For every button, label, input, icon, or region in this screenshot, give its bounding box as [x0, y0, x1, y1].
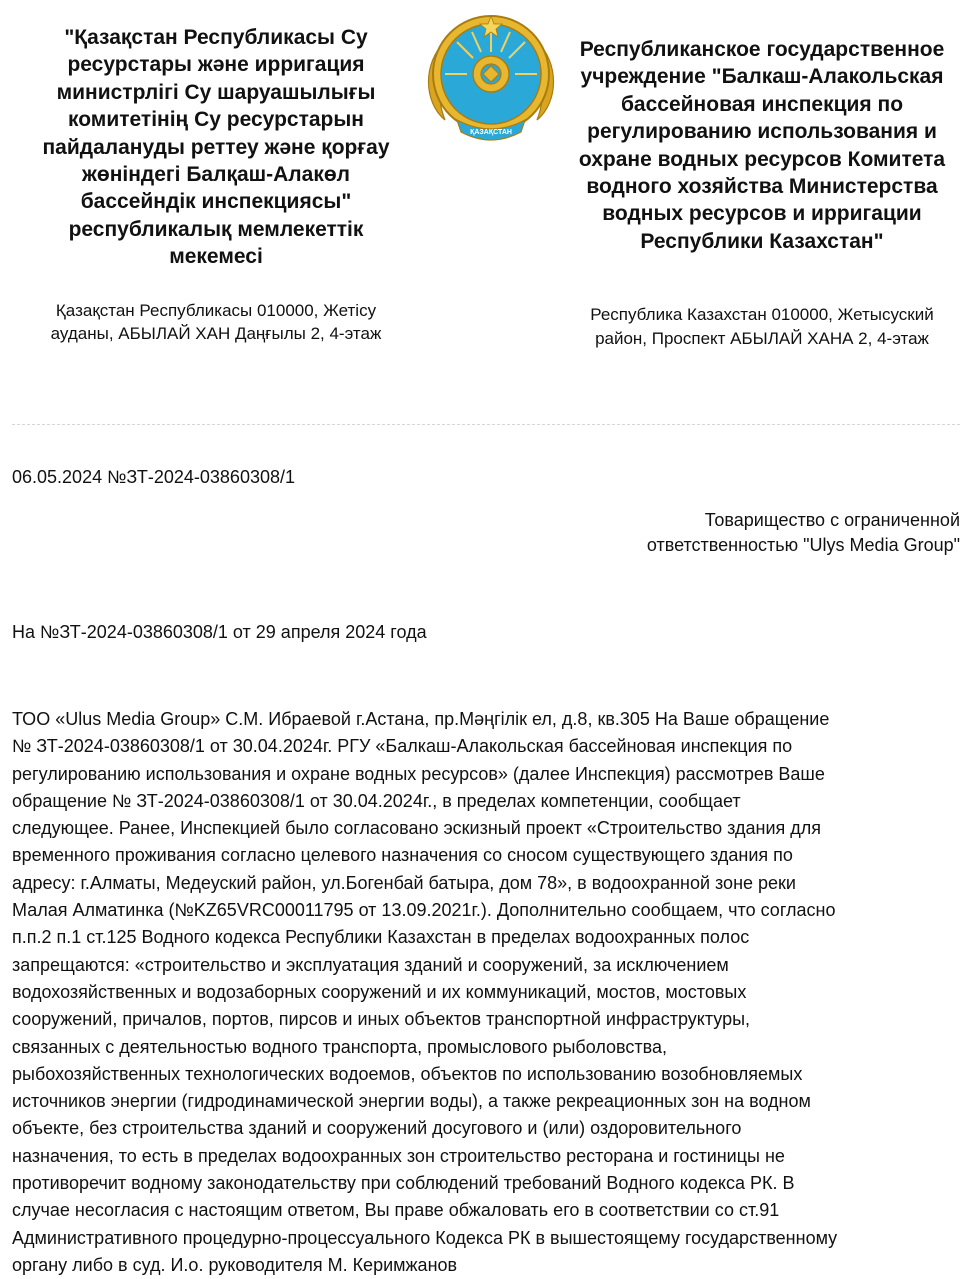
org-name-line: "Қазақстан Республикасы Су	[64, 26, 368, 49]
body-line: органу либо в суд. И.о. руководителя М. Керимжанов	[12, 1254, 458, 1275]
body-line: источников энергии (гидродинамической энергии воды), а также рекреационных зон на водном	[12, 1091, 811, 1112]
body-line: регулированию использования и охране водных ресурсов» (далее Инспекция) рассмотрев Ваше	[12, 763, 825, 784]
org-name-line: республикалық мемлекеттік	[68, 217, 364, 241]
address-line: Республика Казахстан 010000, Жетысуский	[590, 305, 934, 325]
body-line: случае несогласия с настоящим ответом, Вы праве обжаловать его в соответствии со ст.91	[12, 1200, 780, 1221]
body-line: назначения, то есть в пределах водоохранных зон строительство ресторана и гостиницы не	[12, 1145, 785, 1166]
body-line: Административного процедурно-процессуального Кодекса РК в вышестоящему государственному	[12, 1227, 838, 1248]
body-line: Малая Алматинка (№KZ65VRC00011795 от 13.09.2021г.). Дополнительно сообщаем, что согласно	[12, 900, 836, 921]
body-line: сооружений, причалов, портов, пирсов и иных объектов транспортной инфраструктуры,	[12, 1009, 751, 1030]
address-line: ауданы, АБЫЛАЙ ХАН Даңғылы 2, 4-этаж	[50, 324, 382, 344]
org-name-line: охране водных ресурсов Комитета	[578, 147, 946, 171]
body-line: следующее. Ранее, Инспекцией было согласовано эскизный проект «Строительство здания для	[12, 818, 822, 839]
body-line: водохозяйственных и водозаборных сооружений и их коммуникаций, мостов, мостовых	[12, 981, 747, 1002]
org-name-line: Республиканское государственное	[579, 38, 945, 61]
org-name-line: бассейндік инспекциясы"	[80, 190, 352, 214]
reference-line: На №ЗТ-2024-03860308/1 от 29 апреля 2024 года	[12, 622, 427, 642]
body-line: временного проживания согласно целевого назначения со сносом существующего здания по	[12, 845, 793, 866]
recipient-line: Товарищество с ограниченной	[704, 510, 960, 530]
org-name-line: водных ресурсов и ирригации	[602, 202, 922, 226]
russian-org-name	[566, 36, 958, 255]
state-emblem-icon	[417, 2, 565, 152]
letter-body	[12, 706, 962, 1279]
address-line: Қазақстан Республикасы 010000, Жетісу	[55, 300, 377, 320]
org-name-line: жөніндегі Балқаш-Алакөл	[81, 163, 350, 187]
header-divider	[12, 424, 960, 425]
russian-address	[566, 303, 958, 350]
org-name-line: комитетінің Су ресурстарын	[68, 108, 364, 132]
org-name-line: министрлігі Су шаруашылығы	[56, 80, 376, 104]
org-name-line: водного хозяйства Министерства	[586, 175, 938, 199]
body-line: рыбохозяйственных технологических водоемов, объектов по использованию возобновляемых	[12, 1063, 803, 1084]
body-line: объекте, без строительства зданий и сооружений досугового и (или) оздоровительного	[12, 1118, 742, 1139]
body-line: связанных с деятельностью водного транспорта, промыслового рыболовства,	[12, 1036, 668, 1057]
kazakh-org-header	[20, 24, 412, 346]
recipient-line: ответственностью "Ulys Media Group"	[646, 535, 960, 555]
org-name-line: регулированию использования и	[587, 120, 937, 144]
org-name-line: Республики Казахстан"	[640, 229, 884, 253]
body-line: противоречит водному законодательству при соблюдений требований Водного кодекса РК. В	[12, 1173, 795, 1194]
body-line: п.п.2 п.1 ст.125 Водного кодекса Республики Казахстан в пределах водоохранных полос	[12, 927, 750, 948]
body-line: обращение № ЗТ-2024-03860308/1 от 30.04.2024г., в пределах компетенции, сообщает	[12, 790, 741, 811]
emblem-banner-text: ҚАЗАҚСТАН	[470, 129, 512, 136]
org-name-line: ресурстары және ирригация	[67, 53, 365, 77]
kazakh-org-name	[20, 24, 412, 271]
body-line: ТОО «Ulus Media Group» С.М. Ибраевой г.Астана, пр.Мәңгілік ел, д.8, кв.305 На Ваше обращение	[12, 709, 830, 729]
org-name-line: учреждение "Балкаш-Алакольская	[580, 65, 944, 89]
body-line: адресу: г.Алматы, Медеуский район, ул.Богенбай батыра, дом 78», в водоохранной зоне реки	[12, 872, 796, 893]
org-name-line: пайдалануды реттеу және қорғау	[42, 135, 390, 159]
kazakh-address	[20, 299, 412, 346]
org-name-line: мекемесі	[169, 245, 263, 269]
russian-org-header	[566, 36, 958, 350]
body-line: № ЗТ-2024-03860308/1 от 30.04.2024г. РГУ «Балкаш-Алакольская бассейновая инспекция по	[12, 736, 793, 757]
recipient-block	[647, 508, 960, 558]
address-line: район, Проспект АБЫЛАЙ ХАНА 2, 4-этаж	[595, 328, 929, 348]
document-number: 06.05.2024 №ЗТ-2024-03860308/1	[12, 467, 295, 487]
body-line: запрещаются: «строительство и эксплуатация зданий и сооружений, за исключением	[12, 954, 729, 975]
org-name-line: бассейновая инспекция по	[620, 92, 904, 116]
